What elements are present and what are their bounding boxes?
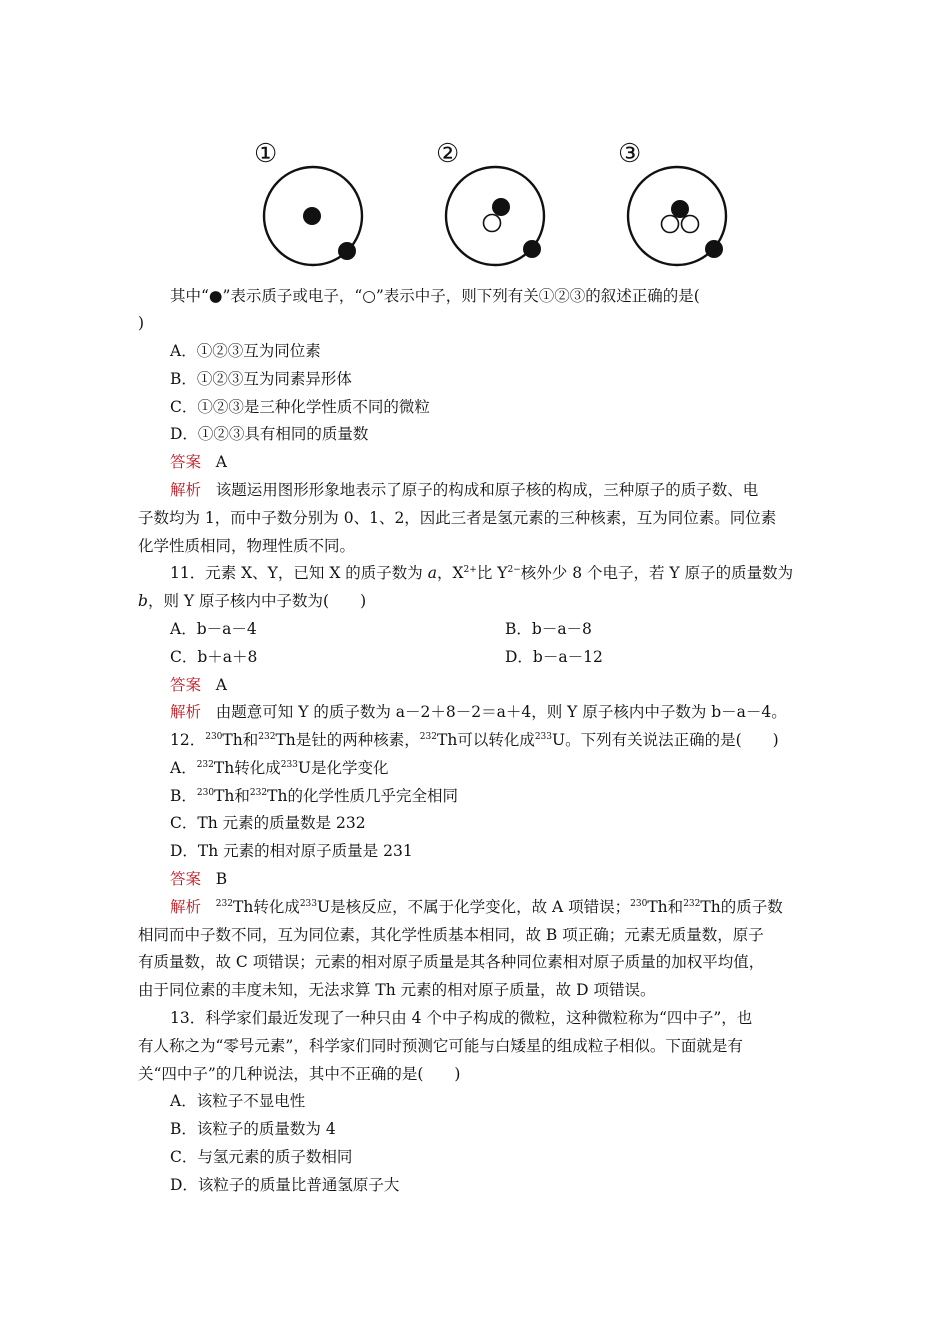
answer-label: 答案 xyxy=(170,676,202,694)
mass-number: 232 xyxy=(683,899,701,909)
mass-number: 232 xyxy=(419,732,437,742)
element-symbol: U xyxy=(317,898,331,916)
var-b: b xyxy=(138,592,148,610)
explanation-label: 解析 xyxy=(170,703,202,721)
mass-number: 232 xyxy=(196,760,214,770)
q12-number: 12． xyxy=(170,731,206,749)
q12-option-d: D．Th 元素的相对原子质量是 231 xyxy=(170,842,413,860)
charge-superscript: 2+ xyxy=(463,565,477,575)
q13-stem-line1: 13．科学家们最近发现了一种只由 4 个中子构成的微粒，这种微粒称为“四中子”，也 xyxy=(170,1009,753,1027)
q13-option-d: D．该粒子的质量比普通氢原子大 xyxy=(170,1176,400,1194)
explanation-text: 是核反应，不属于化学变化，故 A 项错误； xyxy=(330,898,631,916)
q12-option-a xyxy=(170,757,389,779)
atom-model-2 xyxy=(446,167,544,265)
q10-explanation-line2: 子数均为 1，而中子数分别为 0、1、2，因此三者是氢元素的三种核素，互为同位素。同位素 xyxy=(138,509,777,527)
q11-stem-part: 11．元素 X、Y，已知 X 的质子数为 xyxy=(170,564,428,582)
q13-option-c: C．与氢元素的质子数相同 xyxy=(170,1148,353,1166)
q12-explanation-line3: 有质量数，故 C 项错误；元素的相对原子质量是其各种同位素相对原子质量的加权平均值， xyxy=(138,953,765,971)
q10-answer xyxy=(170,451,227,473)
q12-explanation-line1 xyxy=(170,896,783,918)
q11-option-b: B．b－a－8 xyxy=(505,620,592,638)
element-symbol: Th xyxy=(232,898,254,916)
element-symbol: Th xyxy=(436,731,458,749)
mass-number: 233 xyxy=(534,732,553,742)
q11-options-row1 xyxy=(170,618,257,640)
mass-number: 230 xyxy=(630,899,648,909)
charge-superscript: 2− xyxy=(507,565,521,575)
atom-models-figure xyxy=(252,128,742,273)
explanation-text: 的质子数 xyxy=(720,898,783,916)
option-letter: A． xyxy=(170,759,197,777)
explanation-text: 转化成 xyxy=(253,898,300,916)
explanation-text: 由题意可知 Y 的质子数为 a－2＋8－2＝a＋4，则 Y 原子核内中子数为 b－a－4。 xyxy=(215,703,787,721)
q13-option-a: A．该粒子不显电性 xyxy=(170,1092,306,1110)
neutron xyxy=(682,216,699,233)
figure-label-2: ② xyxy=(436,139,460,169)
q11-option-a: A．b－a－4 xyxy=(170,620,257,638)
q12-explanation-line2: 相同而中子数不同，互为同位素，其化学性质基本相同，故 B 项正确；元素无质量数，原子 xyxy=(138,926,764,944)
q10-stem-line2: ) xyxy=(138,314,145,332)
explanation-label: 解析 xyxy=(170,898,202,916)
q12-option-b xyxy=(170,785,458,807)
mass-number: 230 xyxy=(205,732,223,742)
element-symbol: Th xyxy=(214,787,235,805)
q11-stem-part: 核外少 8 个电子，若 Y 原子的质量数为 xyxy=(520,564,794,582)
mass-number: 233 xyxy=(299,899,318,909)
q10-option-d: D．①②③具有相同的质量数 xyxy=(170,425,369,443)
option-text: 是化学变化 xyxy=(311,759,389,777)
q11-option-c: C．b＋a＋8 xyxy=(170,648,258,666)
q13-stem-line2: 有人称之为“零号元素”，科学家们同时预测它可能与白矮星的组成粒子相似。下面就是有 xyxy=(138,1037,743,1055)
element-symbol: U xyxy=(552,731,566,749)
proton xyxy=(492,198,510,216)
answer-label: 答案 xyxy=(170,453,202,471)
q10-option-b: B．①②③互为同素异形体 xyxy=(170,370,352,388)
q10-explanation-line3: 化学性质相同，物理性质不同。 xyxy=(138,537,356,555)
q12-option-c: C．Th 元素的质量数是 232 xyxy=(170,814,366,832)
option-text: 的化学性质几乎完全相同 xyxy=(287,787,458,805)
mass-number: 232 xyxy=(258,732,276,742)
q11-stem-part: 比 Y xyxy=(476,564,508,582)
mass-number: 233 xyxy=(280,760,298,770)
element-symbol: Th xyxy=(647,898,668,916)
element-symbol: Th xyxy=(700,898,721,916)
neutron xyxy=(484,215,501,232)
electron xyxy=(338,242,356,260)
electron xyxy=(523,240,541,258)
q12-stem-part: 是钍的两种核素， xyxy=(295,731,420,749)
q11-explanation xyxy=(170,701,787,723)
q12-stem-part: 。下列有关说法正确的是( ) xyxy=(565,731,779,749)
q11-option-d: D．b－a－12 xyxy=(505,648,603,666)
element-symbol: Th xyxy=(213,759,235,777)
electron xyxy=(705,240,723,258)
proton xyxy=(671,200,689,218)
figure-label-3: ③ xyxy=(618,139,642,169)
q11-stem-line2 xyxy=(138,590,366,612)
option-letter: B． xyxy=(170,787,197,805)
explanation-text: 和 xyxy=(667,898,684,916)
answer-value: B xyxy=(215,870,228,888)
q12-answer xyxy=(170,868,227,890)
q11-stem-part: ，X xyxy=(436,564,464,582)
q10-option-c: C．①②③是三种化学性质不同的微粒 xyxy=(170,398,430,416)
mass-number: 232 xyxy=(215,899,233,909)
q11-stem-line1 xyxy=(170,562,793,584)
element-symbol: Th xyxy=(222,731,243,749)
option-text: 转化成 xyxy=(234,759,281,777)
q10-stem-line1: 其中“●”表示质子或电子，“○”表示中子，则下列有关①②③的叙述正确的是( xyxy=(170,287,700,305)
element-symbol: Th xyxy=(275,731,296,749)
q11-answer xyxy=(170,674,227,696)
atom-model-1 xyxy=(264,167,362,265)
q12-stem xyxy=(170,729,779,751)
q11-stem-part: ，则 Y 原子核内中子数为( ) xyxy=(147,592,367,610)
neutron xyxy=(662,216,679,233)
proton xyxy=(303,207,321,225)
element-symbol: Th xyxy=(267,787,288,805)
figure-label-1: ① xyxy=(254,139,278,169)
q12-stem-part: 可以转化成 xyxy=(457,731,535,749)
q10-explanation-line1 xyxy=(170,479,758,501)
atom-model-3 xyxy=(628,167,726,265)
q12-stem-part: 和 xyxy=(242,731,259,749)
mass-number: 232 xyxy=(249,788,268,798)
answer-value: A xyxy=(215,676,227,694)
answer-value: A xyxy=(215,453,227,471)
q13-stem-line3: 关“四中子”的几种说法，其中不正确的是( ) xyxy=(138,1065,461,1083)
q10-option-a: A．①②③互为同位素 xyxy=(170,342,321,360)
explanation-label: 解析 xyxy=(170,481,202,499)
answer-label: 答案 xyxy=(170,870,202,888)
q13-option-b: B．该粒子的质量数为 4 xyxy=(170,1120,336,1138)
var-a: a xyxy=(427,564,437,582)
q12-explanation-line4: 由于同位素的丰度未知，无法求算 Th 元素的相对原子质量，故 D 项错误。 xyxy=(138,981,656,999)
mass-number: 230 xyxy=(196,788,215,798)
explanation-text: 该题运用图形形象地表示了原子的构成和原子核的构成，三种原子的质子数、电 xyxy=(215,481,759,499)
element-symbol: U xyxy=(297,759,311,777)
option-text: 和 xyxy=(234,787,250,805)
